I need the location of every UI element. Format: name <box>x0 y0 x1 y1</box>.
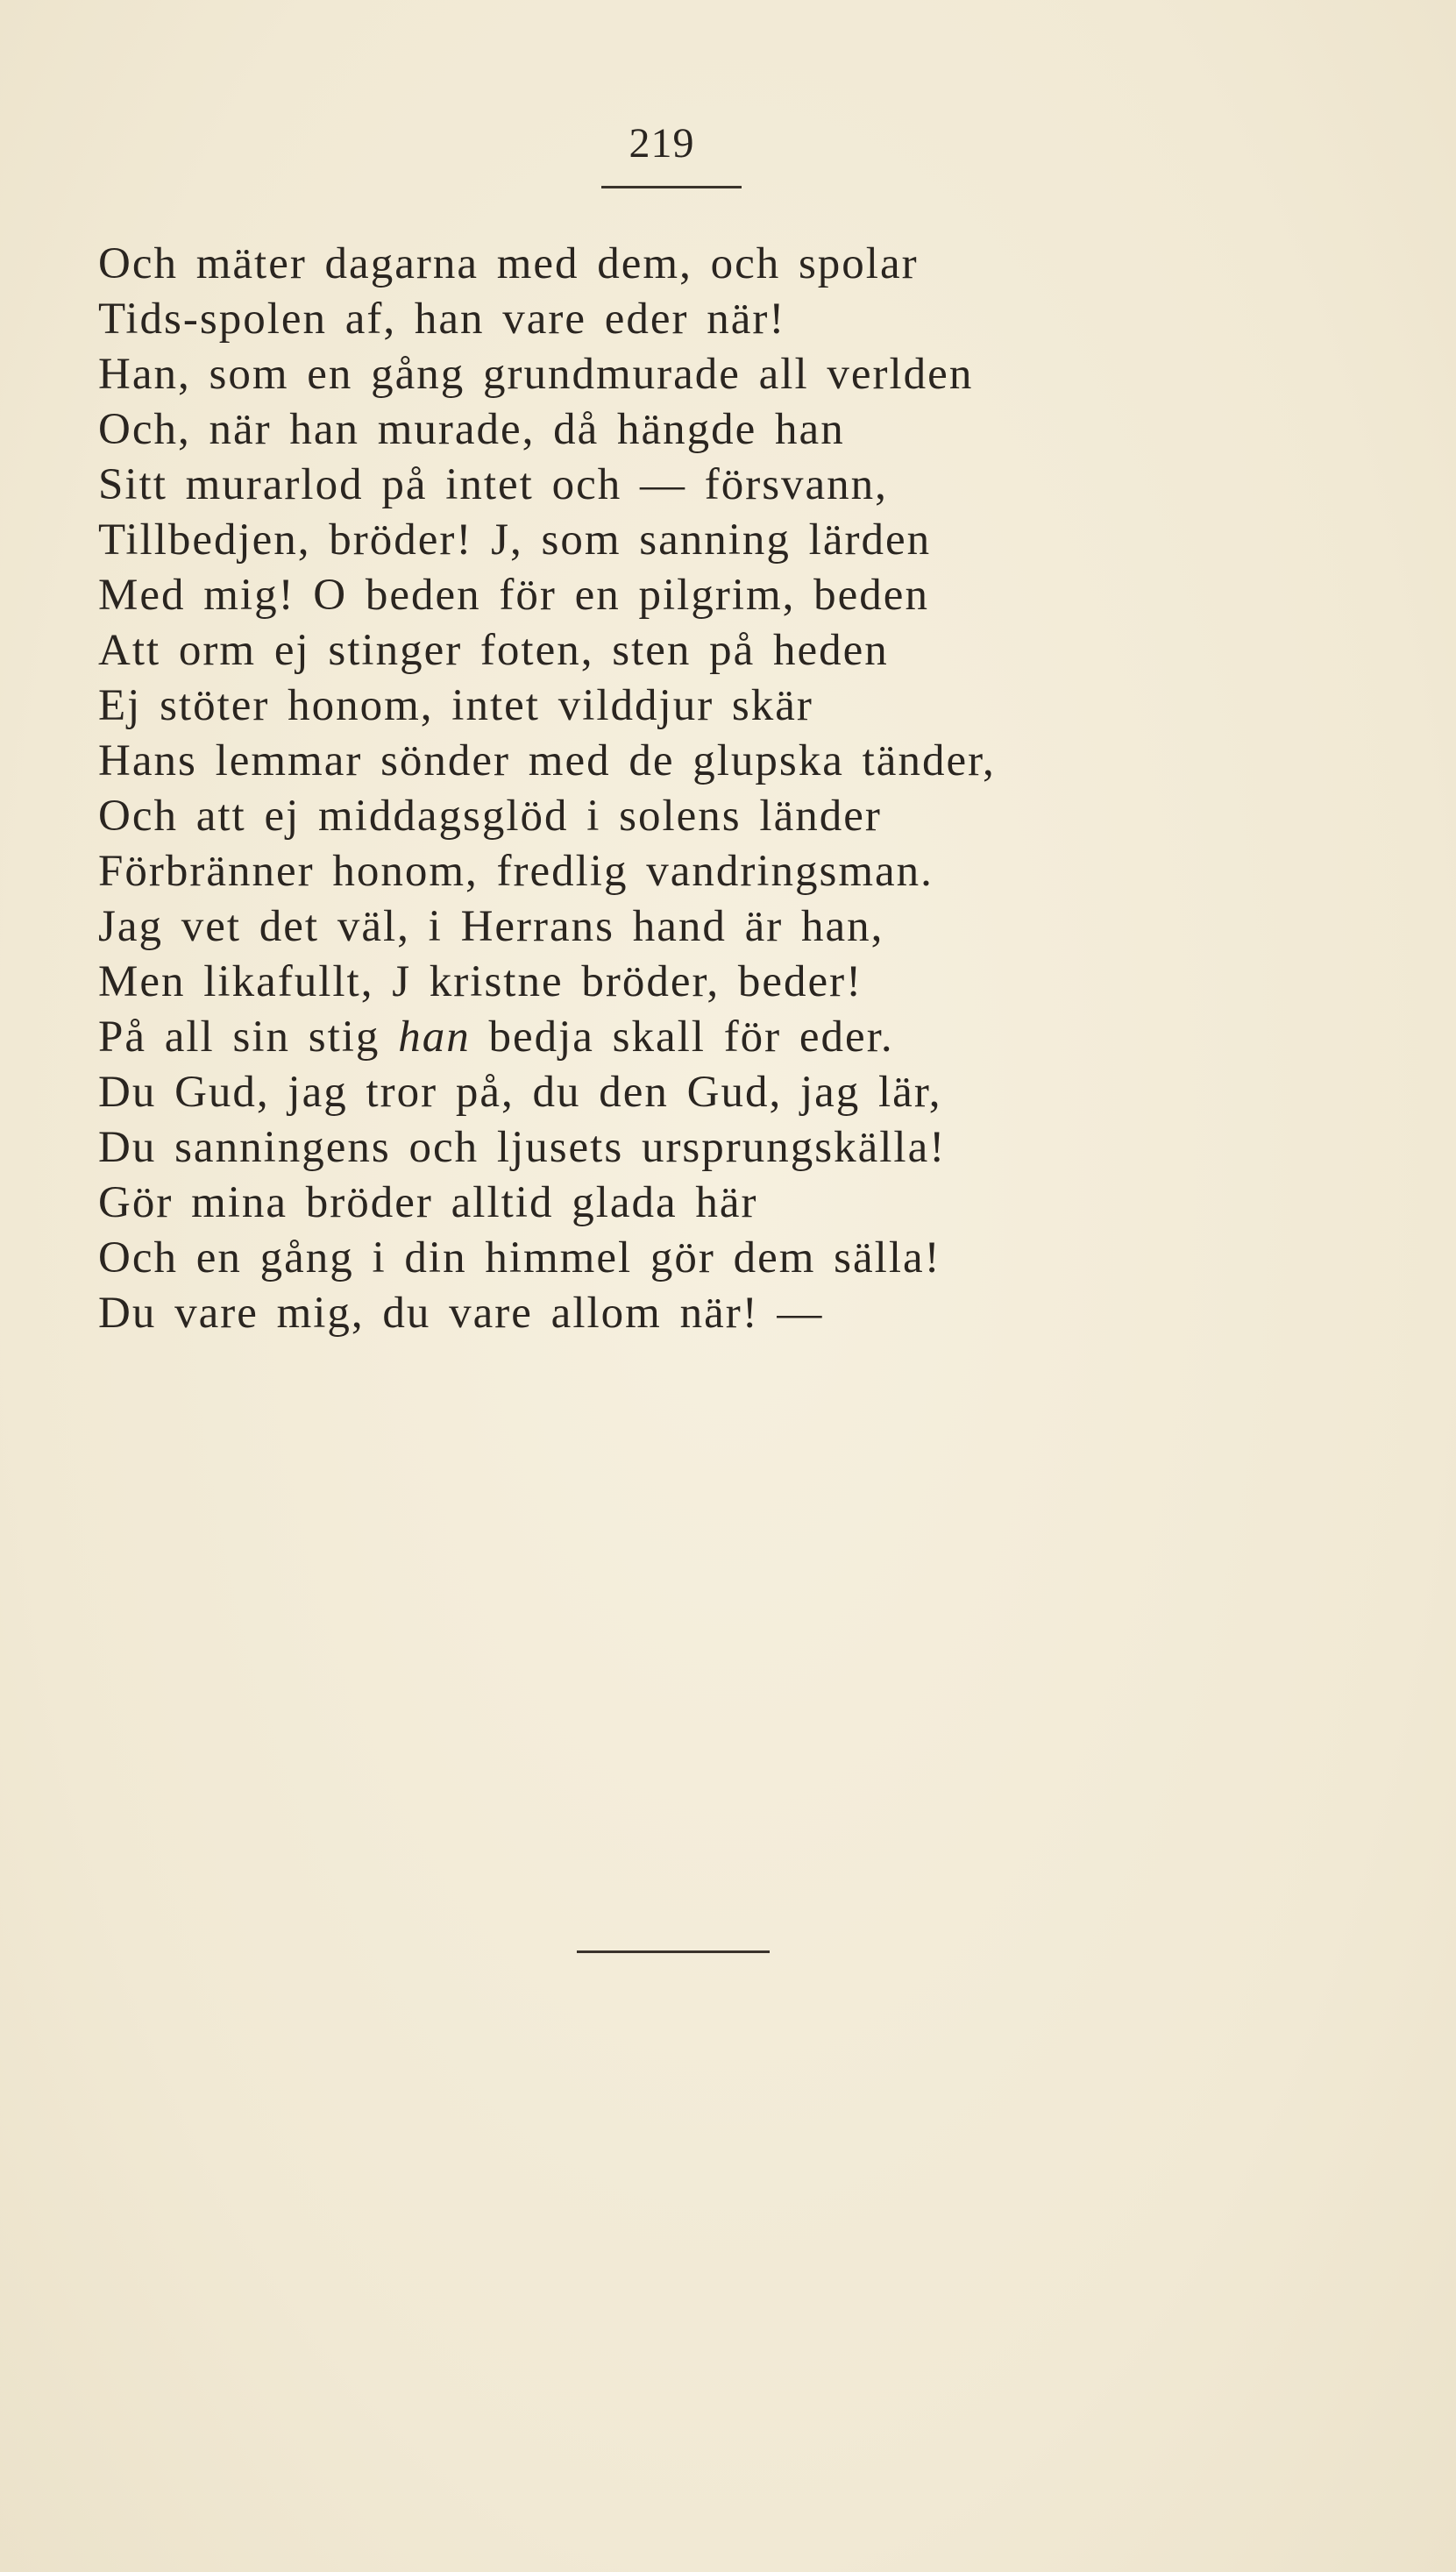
emphasized-word: han <box>398 1012 471 1062</box>
poem-line: Och mäter dagarna med dem, och spolar <box>98 239 919 288</box>
poem-line: Och att ej middagsglöd i solens länder <box>98 792 882 841</box>
poem-line: Att orm ej stinger foten, sten på heden <box>98 626 889 675</box>
poem-line: Tids-spolen af, han vare eder när! <box>98 295 786 344</box>
poem-line: Och en gång i din himmel gör dem sälla! <box>98 1233 941 1282</box>
end-rule <box>577 1950 770 1953</box>
poem-line: Men likafullt, J kristne bröder, beder! <box>98 957 863 1006</box>
poem-text <box>98 237 1396 1341</box>
poem-line: Du Gud, jag tror på, du den Gud, jag lär, <box>98 1068 942 1117</box>
poem-line: Ej stöter honom, intet vilddjur skär <box>98 681 813 730</box>
poem-line: Tillbedjen, bröder! J, som sanning lärden <box>98 515 932 565</box>
poem-line-segment: bedja skall för eder. <box>470 1012 894 1062</box>
poem-line: Sitt murarlod på intet och — försvann, <box>98 460 888 509</box>
poem-line-segment: På all sin stig <box>98 1012 399 1062</box>
header-rule <box>601 186 742 188</box>
poem-line: Gör mina bröder alltid glada här <box>98 1178 758 1227</box>
poem-line: Du vare mig, du vare allom när! — <box>98 1289 824 1338</box>
page-number: 219 <box>629 120 695 167</box>
poem-line: Han, som en gång grundmurade all verlden <box>98 350 974 399</box>
poem-line: Jag vet det väl, i Herrans hand är han, <box>98 902 884 951</box>
poem-line: Med mig! O beden för en pilgrim, beden <box>98 571 929 620</box>
poem-line: Förbränner honom, fredlig vandringsman. <box>98 847 934 896</box>
poem-line: Och, när han murade, då hängde han <box>98 405 845 454</box>
poem-line-with-emphasis <box>98 1010 1396 1065</box>
poem-line: Du sanningens och ljusets ursprungskälla! <box>98 1123 947 1172</box>
poem-line: Hans lemmar sönder med de glupska tänder, <box>98 736 996 785</box>
